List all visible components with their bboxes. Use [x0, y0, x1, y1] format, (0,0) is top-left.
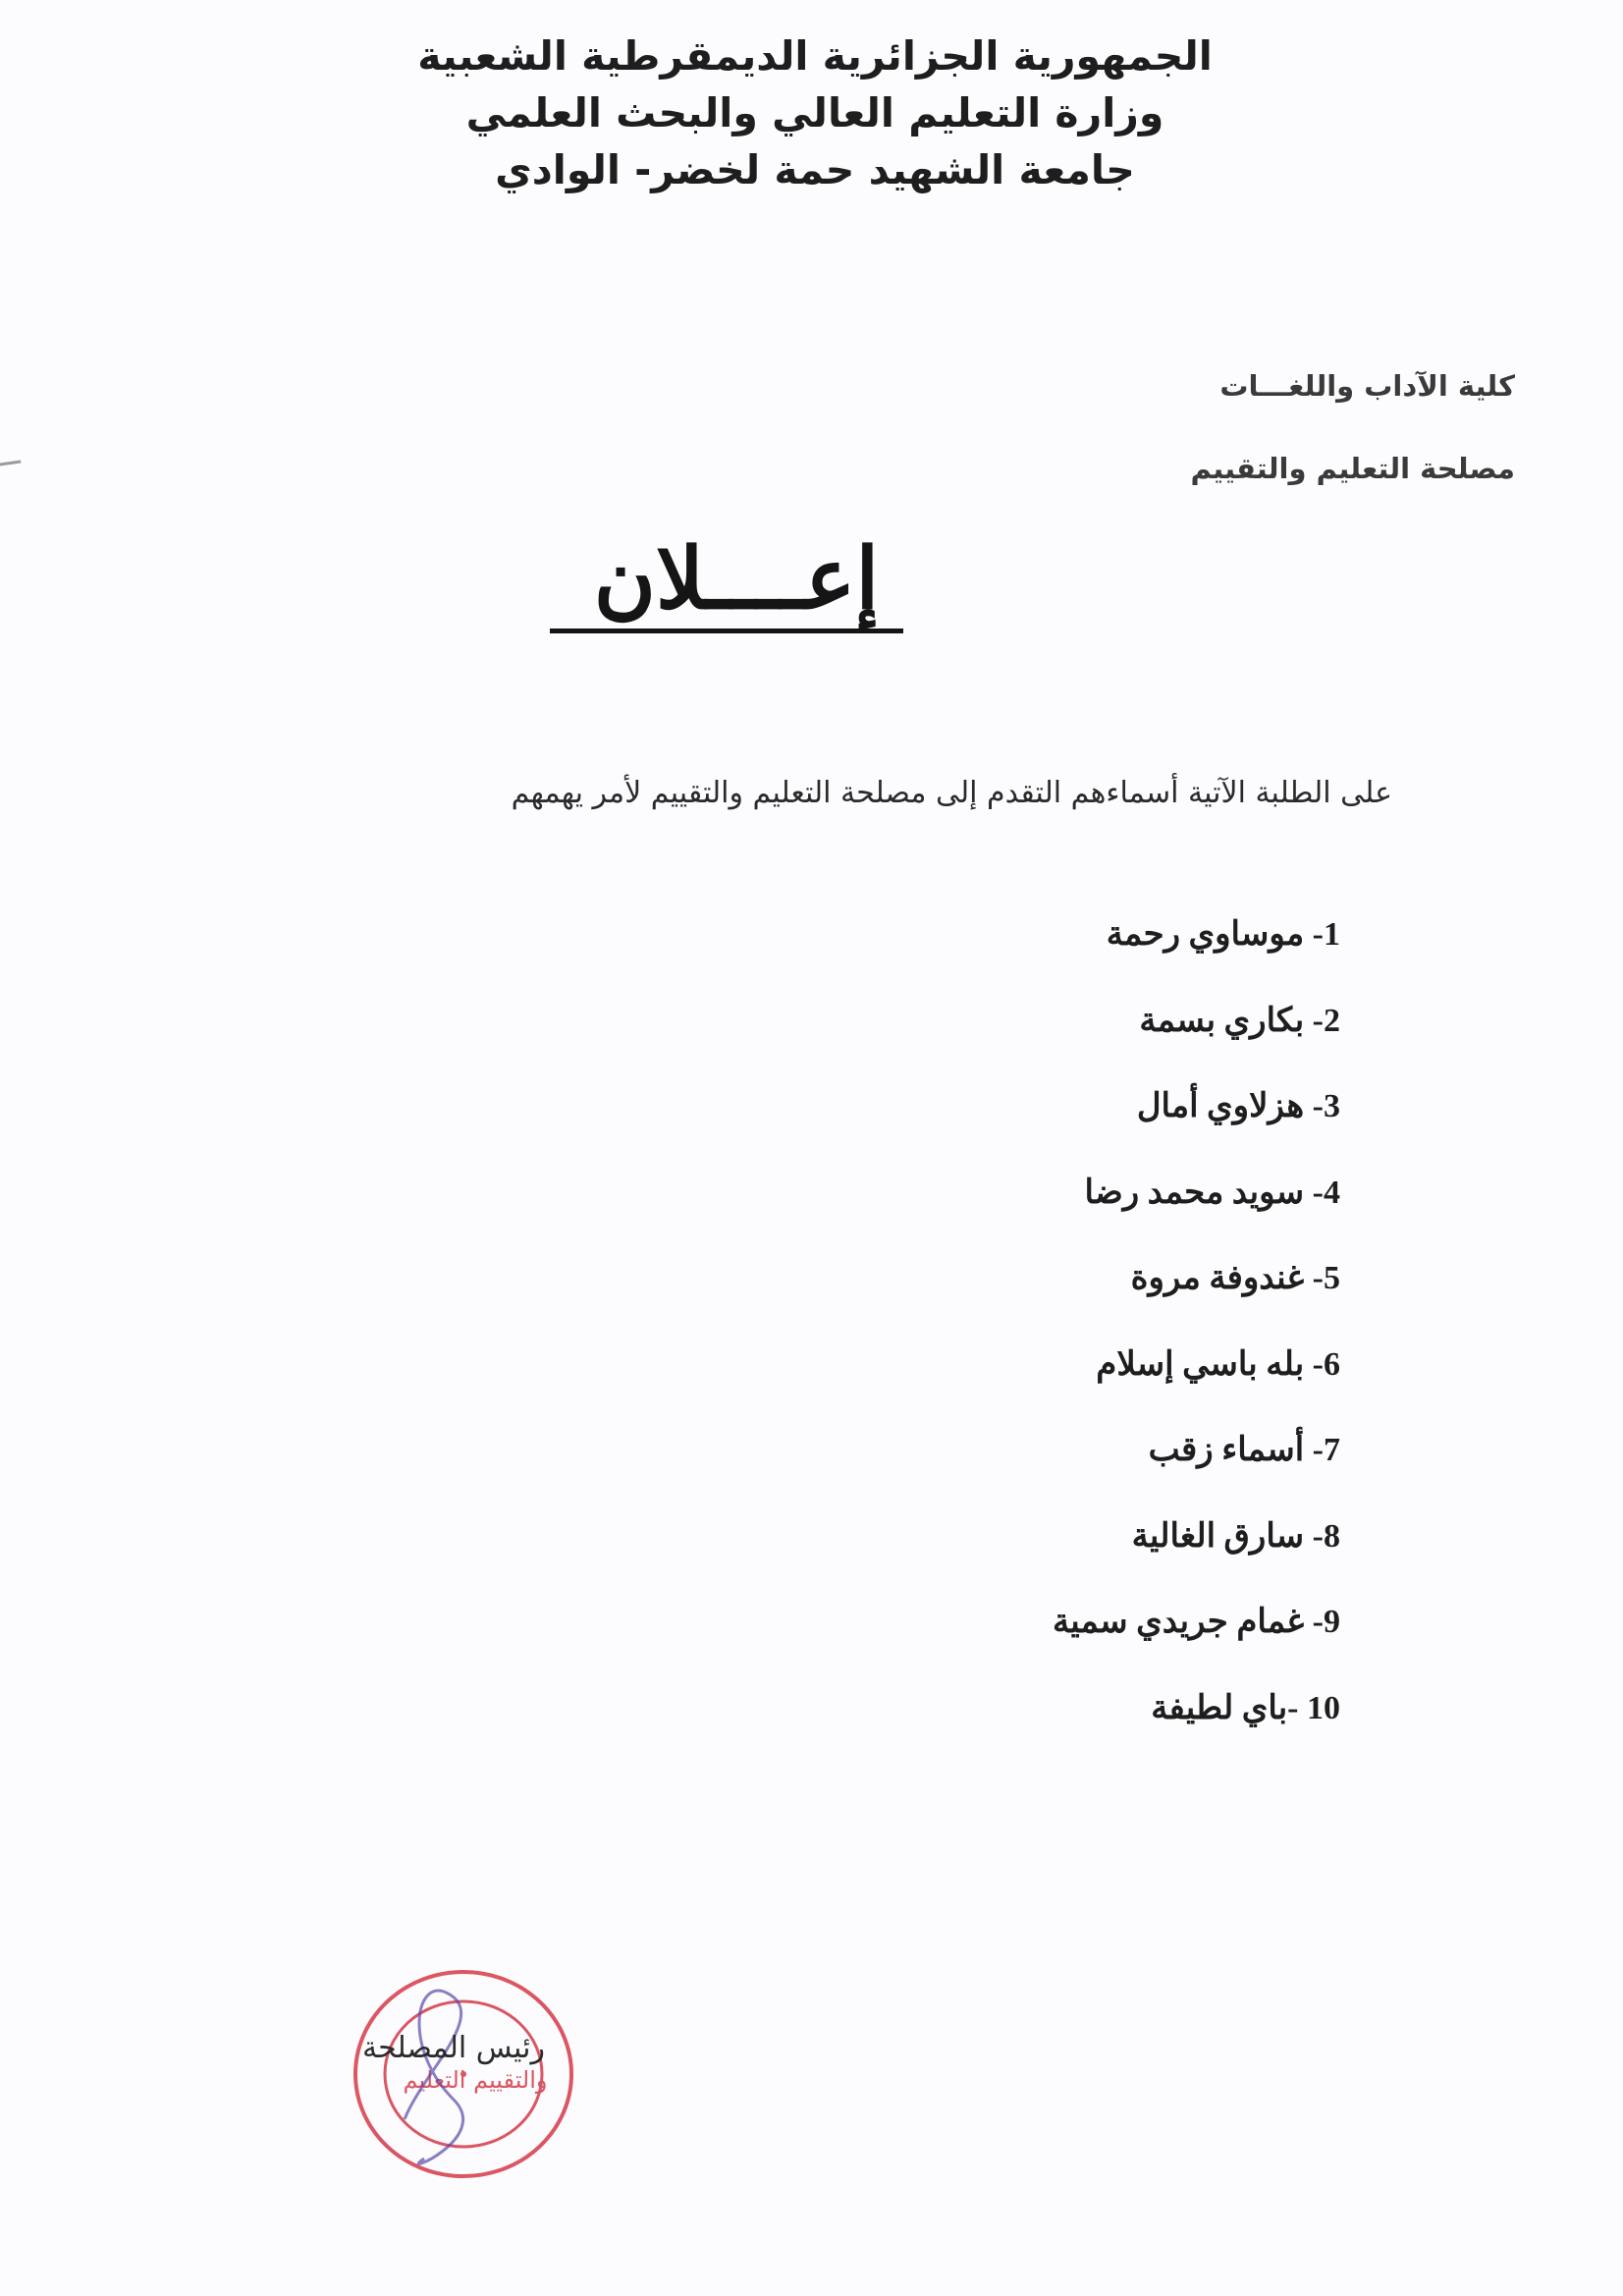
list-item: 3- هزلاوي أمال — [1136, 1088, 1340, 1124]
faculty-name: كلية الآداب واللغـــات — [1219, 369, 1515, 403]
list-item: 10 -باي لطيفة — [1151, 1689, 1340, 1726]
announcement-intro: على الطلبة الآتية أسماءهم التقدم إلى مصلحة التعليم والتقييم لأمر يهمهم — [511, 776, 1392, 810]
list-item: 4- سويد محمد رضا — [1084, 1174, 1340, 1211]
students-list — [1053, 913, 1340, 1773]
list-item: 9- غمام جريدي سمية — [1052, 1604, 1340, 1640]
list-item: 5- غندوفة مروة — [1130, 1260, 1340, 1296]
document-header — [324, 27, 1306, 198]
list-item: 8- سارق الغالية — [1131, 1517, 1340, 1555]
stamp-center-text: والتقييم التعليم — [403, 2066, 548, 2094]
scan-mark — [0, 461, 23, 476]
header-republic: الجمهورية الجزائرية الديمقرطية الشعبية — [417, 32, 1213, 80]
announcement-title: إعــــلان — [593, 529, 880, 629]
title-underline — [550, 629, 903, 633]
official-stamp — [336, 1952, 597, 2188]
signature-label: رئيس المصلحة — [362, 2031, 545, 2065]
list-item: 7- أسماء زقب — [1148, 1432, 1340, 1468]
list-item: 6- بله باسي إسلام — [1096, 1345, 1340, 1383]
list-item: 1- موساوي رحمة — [1106, 916, 1340, 953]
list-item: 2- بكاري بسمة — [1139, 1002, 1340, 1039]
header-ministry: وزارة التعليم العالي والبحث العلمي — [465, 89, 1164, 137]
header-university: جامعة الشهيد حمة لخضر- الوادي — [495, 146, 1135, 193]
service-name: مصلحة التعليم والتقييم — [1190, 452, 1515, 485]
